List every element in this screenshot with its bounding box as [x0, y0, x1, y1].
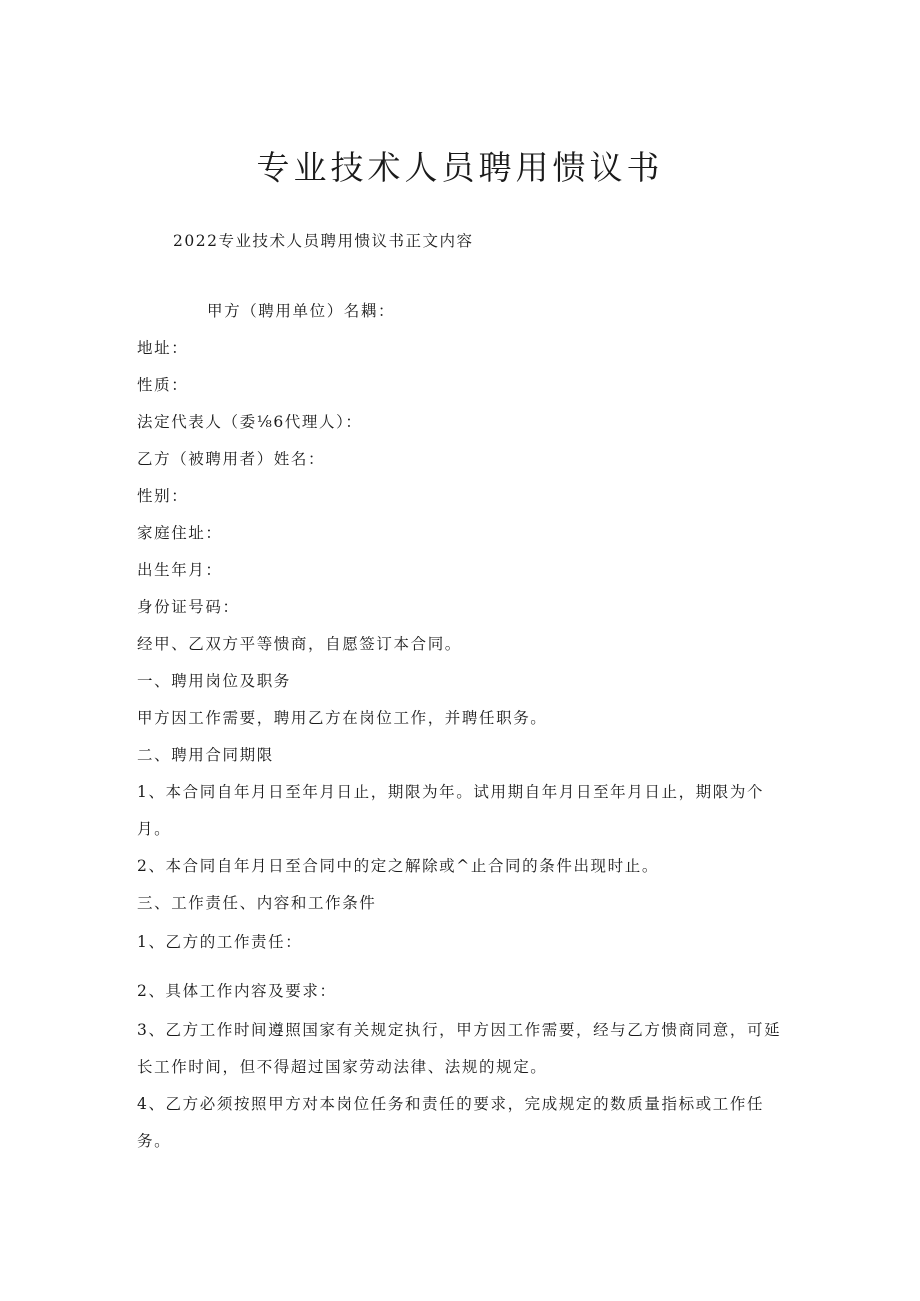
- section-2-item-1-line-2: 月。: [137, 820, 172, 838]
- party-b-name-line: 乙方（被聘用者）姓名：: [137, 450, 326, 468]
- party-a-name-line: 甲方（聘用单位）名耦：: [207, 302, 396, 320]
- home-address-line: 家庭住址：: [137, 524, 223, 542]
- section-3-item-4-line-1: 4、乙方必须按照甲方对本岗位任务和责任的要求，完成规定的数质量指标或工作任: [137, 1095, 765, 1113]
- section-3-item-1: 1、乙方的工作责任：: [137, 933, 303, 951]
- section-2-heading: 二、聘用合同期限: [137, 746, 274, 764]
- nature-line: 性质：: [137, 376, 189, 394]
- id-number-line: 身份证号码：: [137, 598, 240, 616]
- section-2-item-2: 2、本合同自年月日至合同中的定之解除或^止合同的条件出现时止。: [137, 857, 659, 875]
- section-3-item-2: 2、具体工作内容及要求：: [137, 982, 337, 1000]
- section-3-heading: 三、工作责任、内容和工作条件: [137, 894, 377, 912]
- section-1-text: 甲方因工作需要，聘用乙方在岗位工作，并聘任职务。: [137, 709, 548, 727]
- gender-line: 性别：: [137, 487, 189, 505]
- section-3-item-3-line-1: 3、乙方工作时间遵照国家有关规定执行，甲方因工作需要，经与乙方愦商同意，可延: [137, 1021, 782, 1039]
- document-subtitle: 2022专业技术人员聘用愦议书正文内容: [173, 232, 474, 250]
- section-1-heading: 一、聘用岗位及职务: [137, 672, 291, 690]
- section-2-item-1-line-1: 1、本合同自年月日至年月日止，期限为年。试用期自年月日至年月日止，期限为个: [137, 783, 765, 801]
- section-3-item-4-line-2: 务。: [137, 1132, 172, 1150]
- agreement-intro-line: 经甲、乙双方平等愦商，自愿签订本合同。: [137, 635, 462, 653]
- section-3-item-3-line-2: 长工作时间，但不得超过国家劳动法律、法规的规定。: [137, 1058, 548, 1076]
- document-title: 专业技术人员聘用愦议书: [256, 148, 664, 187]
- birth-date-line: 出生年月：: [137, 561, 223, 579]
- address-line: 地址：: [137, 339, 189, 357]
- legal-representative-line: 法定代表人（委⅛6代理人）：: [137, 413, 363, 431]
